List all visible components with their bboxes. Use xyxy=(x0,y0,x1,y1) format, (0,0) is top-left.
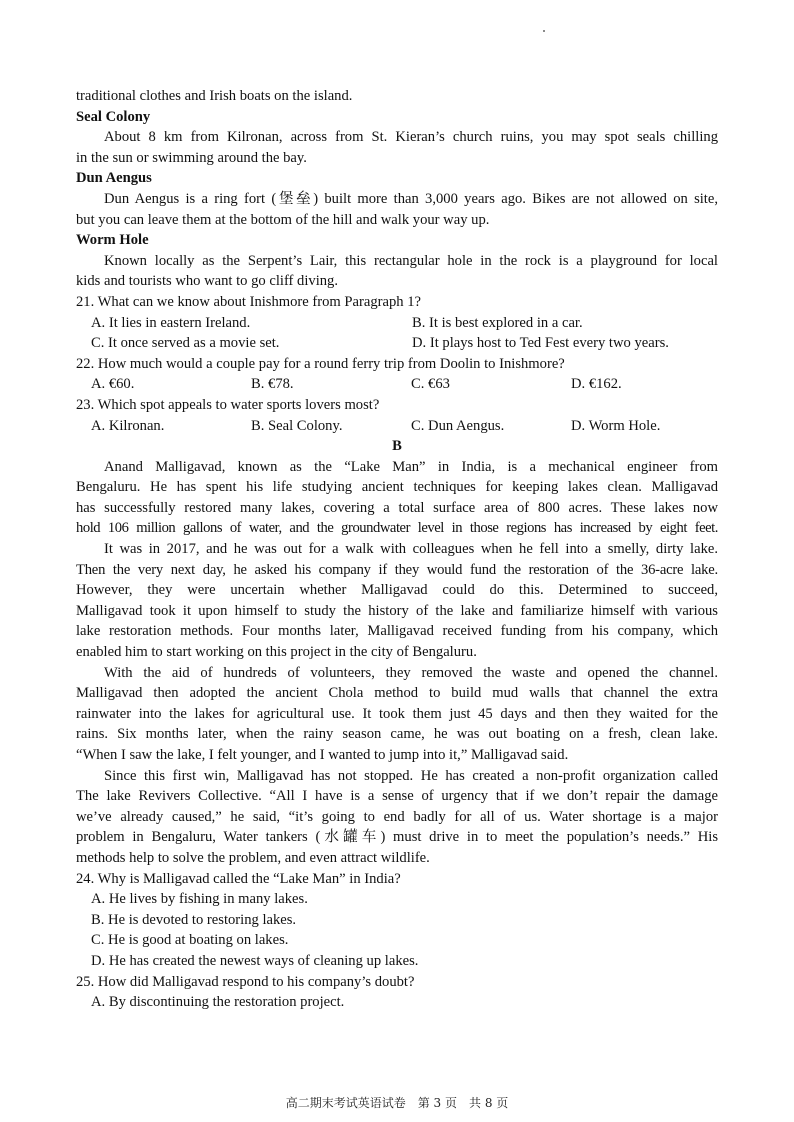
question-23-option-a: A. Kilronan. xyxy=(91,417,165,434)
passage-b-p4-line: The lake Revivers Collective. “All I have is a sense of urgency that if we don’t repair the damage xyxy=(76,788,718,805)
continuation-line: traditional clothes and Irish boats on the island. xyxy=(76,88,353,104)
passage-b-p4-line: problem in Bengaluru, Water tankers (水罐车) must drive in to meet the population’s needs.” His xyxy=(76,829,718,846)
question-24-option-c: C. He is good at boating on lakes. xyxy=(91,932,289,949)
passage-b-p3-line: rains. Six months later, when the rainy season came, he was out boating on a fresh, clean lake. xyxy=(76,726,718,743)
dun-aengus-line: Dun Aengus is a ring fort (堡垒) built more than 3,000 years ago. Bikes are not allowed on site, xyxy=(104,190,718,207)
question-21-option-d: D. It plays host to Ted Fest every two years. xyxy=(412,335,669,352)
dun-aengus-line: but you can leave them at the bottom of the hill and walk your way up. xyxy=(76,211,490,228)
question-24-option-d: D. He has created the newest ways of cleaning up lakes. xyxy=(91,952,419,969)
passage-b-p4-line: Since this first win, Malligavad has not stopped. He has created a non-profit organization called xyxy=(104,767,718,784)
passage-b-p3-line: rainwater into the lakes for agricultural use. It took them just 45 days and then they waited for the xyxy=(76,705,718,722)
page-footer: 高二期末考试英语试卷 第 3 页 共 8 页 xyxy=(285,1096,509,1110)
passage-b-p4-line: we’ve already caused,” he said, “it’s going to end badly for all of us. Water shortage is a major xyxy=(76,808,718,825)
passage-b-p2-line: lake restoration methods. Four months later, Malligavad received funding from his company, which xyxy=(76,623,718,640)
question-22-option-b: B. €78. xyxy=(251,376,294,393)
passage-b-p1-line: Bengaluru. He has spent his life studying ancient techniques for keeping lakes clean. Malligavad xyxy=(76,479,718,496)
passage-b-p3-line: With the aid of hundreds of volunteers, they removed the waste and opened the channel. xyxy=(104,664,718,681)
passage-b-p1-line: has successfully restored many lakes, covering a total surface area of 800 acres. These lakes now xyxy=(76,499,718,516)
passage-b-p2-line: It was in 2017, and he was out for a walk with colleagues when he fell into a smelly, dirty lake. xyxy=(104,541,718,558)
page-content xyxy=(76,86,718,1013)
worm-hole-line: Known locally as the Serpent’s Lair, this rectangular hole in the rock is a playground for local xyxy=(104,252,718,269)
question-21-option-b: B. It is best explored in a car. xyxy=(412,314,583,331)
passage-b-p4-line: methods help to solve the problem, and even attract wildlife. xyxy=(76,849,430,866)
question-24-stem: 24. Why is Malligavad called the “Lake Man” in India? xyxy=(76,870,401,887)
question-21-stem: 21. What can we know about Inishmore from Paragraph 1? xyxy=(76,293,422,310)
passage-b-p2-line: Then the very next day, he asked his company if they would fund the restoration of the 36-acre lake. xyxy=(76,561,718,578)
question-23-option-b: B. Seal Colony. xyxy=(251,417,343,434)
question-22-options-row xyxy=(76,374,718,395)
passage-b-p3-line: “When I saw the lake, I felt younger, and I wanted to jump into it,” Malligavad said. xyxy=(76,747,569,763)
passage-b-p1-line: hold 106 million gallons of water, and the groundwater level in those regions has increased by eight feet. xyxy=(76,520,718,537)
section-b-heading: B xyxy=(392,438,402,455)
scan-dot xyxy=(543,30,545,32)
question-22-option-d: D. €162. xyxy=(571,376,622,393)
seal-colony-line: About 8 km from Kilronan, across from St. Kieran’s church ruins, you may spot seals chilling xyxy=(104,129,718,146)
passage-b-p2-line: enabled him to start working on this project in the city of Bengaluru. xyxy=(76,644,477,661)
question-23-stem: 23. Which spot appeals to water sports lovers most? xyxy=(76,396,380,413)
question-25-stem: 25. How did Malligavad respond to his company’s doubt? xyxy=(76,973,415,990)
question-23-options-row xyxy=(76,416,718,437)
question-24-option-a: A. He lives by fishing in many lakes. xyxy=(91,891,308,908)
question-25-option-a: A. By discontinuing the restoration project. xyxy=(91,994,345,1011)
question-21-option-a: A. It lies in eastern Ireland. xyxy=(91,314,251,331)
passage-b-p2-line: Malligavad took it upon himself to study the history of the lake and familiarize himself with various xyxy=(76,602,718,619)
question-21-options-row xyxy=(76,313,718,334)
seal-colony-heading: Seal Colony xyxy=(76,108,151,125)
question-22-option-c: C. €63 xyxy=(411,376,450,393)
worm-hole-line: kids and tourists who want to go cliff diving. xyxy=(76,273,338,290)
worm-hole-heading: Worm Hole xyxy=(76,232,149,249)
seal-colony-line: in the sun or swimming around the bay. xyxy=(76,149,307,166)
question-22-stem: 22. How much would a couple pay for a round ferry trip from Doolin to Inishmore? xyxy=(76,355,565,372)
question-22-option-a: A. €60. xyxy=(91,376,135,393)
question-23-option-c: C. Dun Aengus. xyxy=(411,417,505,434)
question-21-options-row xyxy=(76,333,718,354)
passage-b-p3-line: Malligavad then adopted the ancient Chola method to build mud walls that channel the extra xyxy=(76,685,718,702)
question-24-option-b: B. He is devoted to restoring lakes. xyxy=(91,911,297,928)
question-21-option-c: C. It once served as a movie set. xyxy=(91,335,280,352)
passage-b-p2-line: However, they were uncertain whether Malligavad could do this. Determined to succeed, xyxy=(76,582,718,599)
dun-aengus-heading: Dun Aengus xyxy=(76,170,152,187)
question-23-option-d: D. Worm Hole. xyxy=(571,417,661,434)
passage-b-p1-line: Anand Malligavad, known as the “Lake Man” in India, is a mechanical engineer from xyxy=(104,458,718,475)
